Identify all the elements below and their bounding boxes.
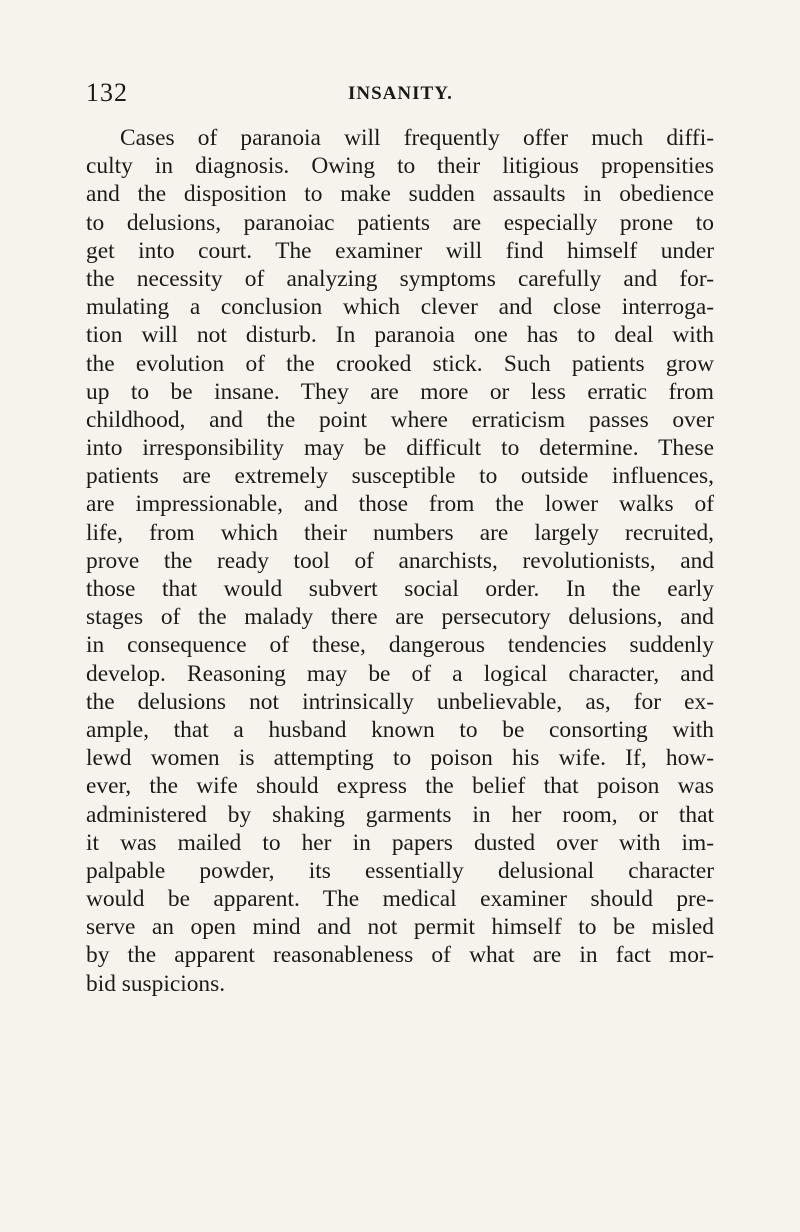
- text-line: get into court. The examiner will find himself under: [86, 237, 714, 264]
- text-line: serve an open mind and not permit himself to be misled: [86, 914, 714, 941]
- text-line: palpable powder, its essentially delusional character: [86, 857, 714, 884]
- text-line: ample, that a husband known to be consorting with: [86, 716, 714, 743]
- text-line: patients are extremely susceptible to outside influences,: [86, 463, 714, 490]
- text-line: life, from which their numbers are largely recruited,: [86, 519, 714, 546]
- running-head: [86, 78, 714, 112]
- text-line: in consequence of these, dangerous tendencies suddenly: [86, 632, 714, 659]
- text-line: the delusions not intrinsically unbelievable, as, for ex-: [86, 688, 714, 715]
- text-line: prove the ready tool of anarchists, revolutionists, and: [86, 547, 714, 574]
- text-line: by the apparent reasonableness of what are in fact mor-: [86, 942, 714, 969]
- text-line: culty in diagnosis. Owing to their litigious propensities: [86, 153, 714, 180]
- text-line: would be apparent. The medical examiner should pre-: [86, 886, 714, 913]
- running-title: INSANITY.: [348, 83, 453, 104]
- text-line: the necessity of analyzing symptoms carefully and for-: [86, 265, 714, 292]
- text-line: into irresponsibility may be difficult to determine. These: [86, 435, 714, 462]
- page-number: 132: [86, 78, 128, 107]
- text-line: it was mailed to her in papers dusted over with im-: [86, 829, 714, 856]
- text-line: up to be insane. They are more or less erratic from: [86, 378, 714, 405]
- text-line: ever, the wife should express the belief that poison was: [86, 773, 714, 800]
- text-line: to delusions, paranoiac patients are especially prone to: [86, 209, 714, 236]
- text-line: Cases of paranoia will frequently offer much diffi-: [120, 125, 714, 151]
- text-line: bid suspicions.: [86, 970, 226, 997]
- text-line: develop. Reasoning may be of a logical character, and: [86, 660, 714, 687]
- text-line: administered by shaking garments in her room, or that: [86, 801, 714, 828]
- text-line: childhood, and the point where erraticism passes over: [86, 406, 714, 433]
- text-line: the evolution of the crooked stick. Such patients grow: [86, 350, 714, 377]
- text-line: are impressionable, and those from the lower walks of: [86, 491, 714, 518]
- text-line: those that would subvert social order. In the early: [86, 576, 714, 602]
- text-line: tion will not disturb. In paranoia one has to deal with: [86, 322, 714, 349]
- text-line: stages of the malady there are persecutory delusions, and: [86, 604, 714, 631]
- body-paragraph: [86, 124, 714, 998]
- text-line: lewd women is attempting to poison his wife. If, how-: [86, 745, 714, 772]
- text-line: mulating a conclusion which clever and close interroga-: [86, 294, 714, 321]
- text-line: and the disposition to make sudden assaults in obedience: [86, 181, 714, 208]
